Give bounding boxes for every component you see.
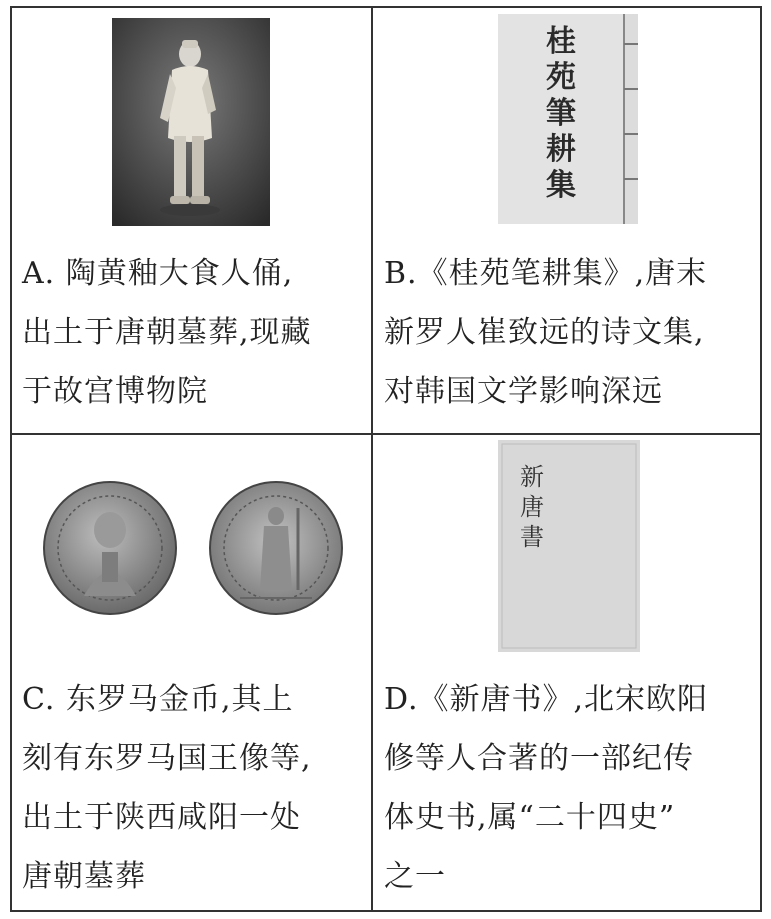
caption-a-line-3: 于故宫博物院 bbox=[22, 374, 208, 409]
grid-divider-horizontal bbox=[12, 433, 760, 435]
book-b-cover-title bbox=[544, 24, 578, 204]
caption-a bbox=[22, 244, 312, 421]
cover-b-char-3: 筆 bbox=[546, 96, 576, 131]
caption-b-line-3: 对韩国文学影响深远 bbox=[384, 374, 663, 409]
grid-divider-vertical bbox=[371, 8, 373, 910]
cover-d-char-2: 唐 bbox=[520, 493, 544, 521]
book-d-cover-title bbox=[516, 462, 548, 552]
caption-b bbox=[384, 244, 707, 421]
caption-c bbox=[22, 670, 312, 906]
cover-d-char-1: 新 bbox=[520, 463, 544, 491]
caption-b-line-1: B.《桂苑笔耕集》,唐末 bbox=[384, 256, 708, 291]
caption-b-line-2: 新罗人崔致远的诗文集, bbox=[384, 315, 705, 350]
cover-b-char-2: 苑 bbox=[546, 60, 576, 95]
xintangshu-book-photo bbox=[498, 440, 640, 652]
caption-c-line-4: 唐朝墓葬 bbox=[22, 859, 146, 894]
cover-b-char-4: 耕 bbox=[546, 132, 576, 167]
caption-c-line-2: 刻有东罗马国王像等, bbox=[22, 741, 312, 776]
cover-b-char-5: 集 bbox=[546, 168, 576, 203]
caption-d-line-2: 修等人合著的一部纪传 bbox=[384, 741, 694, 776]
caption-d-line-3: 体史书,属“二十四史” bbox=[384, 800, 676, 835]
caption-a-line-1: A. 陶黄釉大食人俑, bbox=[22, 256, 294, 291]
caption-c-line-1: C. 东罗马金币,其上 bbox=[22, 682, 294, 717]
coins-photo bbox=[40, 478, 346, 618]
cover-b-char-1: 桂 bbox=[546, 24, 576, 59]
caption-c-line-3: 出土于陕西咸阳一处 bbox=[22, 800, 301, 835]
caption-d-line-4: 之一 bbox=[384, 859, 446, 894]
cover-d-char-3: 書 bbox=[520, 523, 544, 551]
caption-a-line-2: 出土于唐朝墓葬,现藏 bbox=[22, 315, 312, 350]
guiyuan-book-photo bbox=[498, 14, 638, 224]
caption-d-line-1: D.《新唐书》,北宋欧阳 bbox=[384, 682, 709, 717]
figurine-photo bbox=[112, 18, 270, 226]
caption-d bbox=[384, 670, 708, 906]
